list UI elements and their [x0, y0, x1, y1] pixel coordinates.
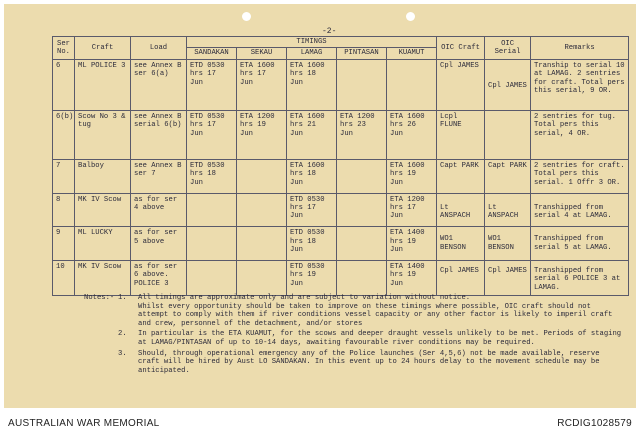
- cell-oic-serial: WO1 BENSON: [485, 227, 531, 261]
- cell-ser: 10: [53, 261, 75, 296]
- cell-kuamut: ETA 1400 hrs 19 Jun: [387, 261, 437, 296]
- header-row: [53, 37, 629, 48]
- cell-ser: 9: [53, 227, 75, 261]
- note-text: Should, through operational emergency any of the Police launches (Ser 4,5,6) not be made available, reserve craft will be hired by Aust LO SANDAKAN. In this event up to 24 hours delay to the movement schedule may be anticipated.: [138, 349, 600, 375]
- cell-sekau: [237, 159, 287, 193]
- note-text: In particular is the ETA KUAMUT, for the scows and deeper draught vessels unlikely to be met. Periods of staging at LAMAG/PINTASAN of up to 10-14 days, awaiting favourable river conditions may be required.: [138, 330, 622, 347]
- note-item: [84, 330, 624, 347]
- cell-ser: 6: [53, 59, 75, 110]
- cell-craft: MK IV Scow: [75, 193, 131, 227]
- cell-oic-craft: WO1 BENSON: [437, 227, 485, 261]
- cell-load: as for ser 5 above: [131, 227, 187, 261]
- header-location-sandakan: SANDAKAN: [187, 48, 237, 59]
- cell-pintasan: [337, 59, 387, 110]
- cell-ser: 6(b): [53, 110, 75, 159]
- note-number: 2.: [118, 330, 127, 339]
- note-text: All timings are approximate only and are subject to variation without notice. Whilst every opportunity should be taken to improve on these timings where possible, OIC craft should not attempt to comply with them if river conditions vessel capacity or any other factor is likely to imperil craft and crew, personnel of the detachment, and/or stores: [138, 294, 613, 328]
- cell-remarks: 2 sentries for tug. Total pers this serial, 4 OR.: [531, 110, 629, 159]
- cell-sekau: ETA 1600 hrs 17 Jun: [237, 59, 287, 110]
- punch-hole: [406, 12, 415, 21]
- cell-lamag: ETA 1600 hrs 18 Jun: [287, 159, 337, 193]
- cell-sandakan: ETD 0530 hrs 18 Jun: [187, 159, 237, 193]
- cell-craft: ML POLICE 3: [75, 59, 131, 110]
- table-row: [53, 193, 629, 227]
- note-item: [84, 294, 624, 328]
- cell-remarks: 2 sentries for craft. Total pers this serial. 1 Offr 3 OR.: [531, 159, 629, 193]
- cell-oic-craft: Capt PARK: [437, 159, 485, 193]
- cell-oic-serial: Lt ANSPACH: [485, 193, 531, 227]
- header-ser-no: Ser No.: [53, 37, 75, 60]
- note-item: [84, 350, 624, 376]
- cell-remarks: Transhipped from serial 5 at LAMAG.: [531, 227, 629, 261]
- cell-load: see Annex B ser 6(a): [131, 59, 187, 110]
- header-location-pintasan: PINTASAN: [337, 48, 387, 59]
- page-number: -2-: [322, 27, 337, 36]
- cell-ser: 7: [53, 159, 75, 193]
- table-row: [53, 110, 629, 159]
- note-number: 3.: [118, 349, 127, 358]
- header-load: Load: [131, 37, 187, 60]
- cell-sandakan: [187, 227, 237, 261]
- cell-lamag: ETD 0530 hrs 19 Jun: [287, 261, 337, 296]
- movement-schedule-table: [52, 36, 629, 296]
- cell-lamag: ETA 1600 hrs 18 Jun: [287, 59, 337, 110]
- header-remarks: Remarks: [531, 37, 629, 60]
- cell-oic-serial: Capt PARK: [485, 159, 531, 193]
- cell-pintasan: ETA 1200 hrs 23 Jun: [337, 110, 387, 159]
- cell-sekau: [237, 193, 287, 227]
- cell-sandakan: ETD 0530 hrs 17 Jun: [187, 110, 237, 159]
- cell-load: as for ser 4 above: [131, 193, 187, 227]
- cell-lamag: ETD 0530 hrs 18 Jun: [287, 227, 337, 261]
- table-row: [53, 227, 629, 261]
- cell-craft: ML LUCKY: [75, 227, 131, 261]
- table-row: [53, 261, 629, 296]
- header-oic-craft: OIC Craft: [437, 37, 485, 60]
- cell-sandakan: [187, 261, 237, 296]
- cell-pintasan: [337, 227, 387, 261]
- archive-footer: [0, 412, 640, 434]
- cell-remarks: Tranship to serial 10 at LAMAG. 2 sentries for craft. Total pers this serial, 9 OR.: [531, 59, 629, 110]
- cell-load: as for ser 6 above. POLICE 3: [131, 261, 187, 296]
- cell-sandakan: ETD 0530 hrs 17 Jun: [187, 59, 237, 110]
- cell-sekau: [237, 261, 287, 296]
- cell-load: see Annex B serial 6(b): [131, 110, 187, 159]
- cell-kuamut: [387, 59, 437, 110]
- header-timings: TIMINGS: [187, 37, 437, 48]
- cell-craft: Balboy: [75, 159, 131, 193]
- cell-lamag: ETA 1600 hrs 21 Jun: [287, 110, 337, 159]
- cell-ser: 8: [53, 193, 75, 227]
- cell-sandakan: [187, 193, 237, 227]
- note-number: 1.: [118, 294, 127, 302]
- cell-oic-craft: Lcpl FLUNE: [437, 110, 485, 159]
- notes-label: Notes:-: [84, 294, 115, 302]
- cell-pintasan: [337, 261, 387, 296]
- header-craft: Craft: [75, 37, 131, 60]
- cell-remarks: Transhipped from serial 4 at LAMAG.: [531, 193, 629, 227]
- cell-kuamut: ETA 1600 hrs 19 Jun: [387, 159, 437, 193]
- cell-pintasan: [337, 159, 387, 193]
- cell-kuamut: ETA 1600 hrs 26 Jun: [387, 110, 437, 159]
- cell-oic-craft: Cpl JAMES: [437, 261, 485, 296]
- cell-craft: MK IV Scow: [75, 261, 131, 296]
- header-location-sekau: SEKAU: [237, 48, 287, 59]
- cell-oic-craft: Cpl JAMES: [437, 59, 485, 110]
- header-location-kuamut: KUAMUT: [387, 48, 437, 59]
- table-row: [53, 59, 629, 110]
- cell-oic-serial: Cpl JAMES: [485, 59, 531, 110]
- cell-pintasan: [337, 193, 387, 227]
- punch-hole: [242, 12, 251, 21]
- cell-oic-craft: Lt ANSPACH: [437, 193, 485, 227]
- cell-craft: Scow No 3 & tug: [75, 110, 131, 159]
- cell-remarks: Transhipped from serial 6 POLICE 3 at LAMAG.: [531, 261, 629, 296]
- cell-kuamut: ETA 1400 hrs 19 Jun: [387, 227, 437, 261]
- header-location-lamag: LAMAG: [287, 48, 337, 59]
- cell-oic-serial: Cpl JAMES: [485, 261, 531, 296]
- cell-sekau: ETA 1200 hrs 19 Jun: [237, 110, 287, 159]
- cell-lamag: ETD 0530 hrs 17 Jun: [287, 193, 337, 227]
- cell-oic-serial: [485, 110, 531, 159]
- notes-section: [84, 294, 624, 377]
- header-oic-serial: OIC Serial: [485, 37, 531, 60]
- footer-institution: AUSTRALIAN WAR MEMORIAL: [8, 417, 160, 429]
- table-row: [53, 159, 629, 193]
- cell-kuamut: ETA 1200 hrs 17 Jun: [387, 193, 437, 227]
- footer-record-id: RCDIG1028579: [557, 417, 632, 429]
- cell-load: see Annex B ser 7: [131, 159, 187, 193]
- cell-sekau: [237, 227, 287, 261]
